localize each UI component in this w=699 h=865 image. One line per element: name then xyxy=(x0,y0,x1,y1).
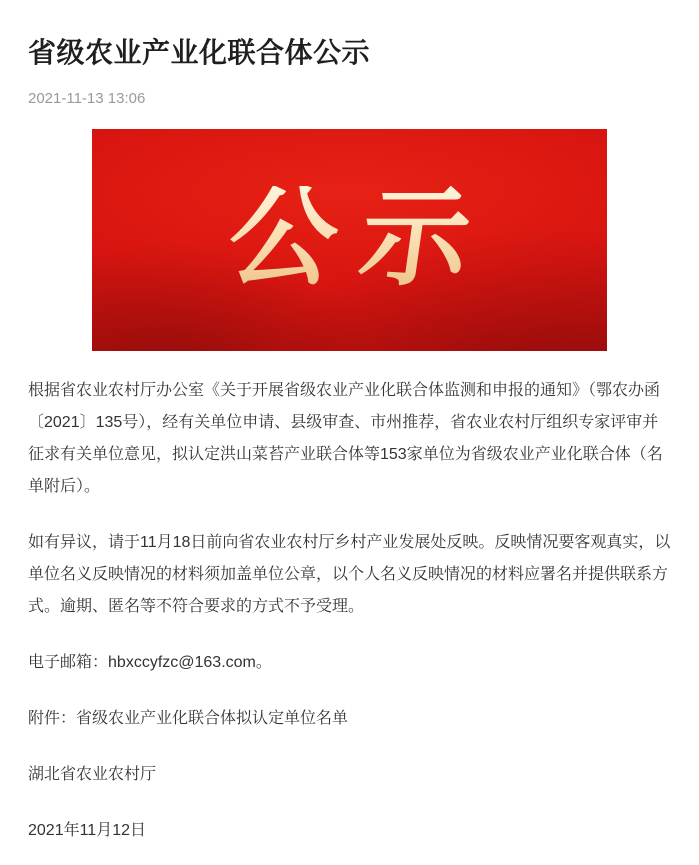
email-address: hbxccyfzc@163.com xyxy=(108,654,256,671)
paragraph-email xyxy=(28,647,671,679)
announcement-banner-image xyxy=(92,129,607,351)
paragraph-issuer: 湖北省农业农村厅 xyxy=(28,766,157,783)
paragraph-recognition-basis: 根据省农业农村厅办公室《关于开展省级农业产业化联合体监测和申报的通知》（鄂农办函〔2021〕135号），经有关单位申请、县级审查、市州推荐，省农业农村厅组织专家评审并征求有关单位意见，拟认定洪山菜苔产业联合体等153家单位为省级农业产业化联合体（名单附后）。 xyxy=(28,382,663,495)
publish-time: 2021-11-13 13:06 xyxy=(28,90,146,107)
article-title: 省级农业产业化联合体公示 xyxy=(28,37,371,68)
email-label: 电子邮箱： xyxy=(28,654,109,671)
paragraph-issue-date: 2021年11月12日 xyxy=(28,822,147,839)
paragraph-attachment: 附件：省级农业产业化联合体拟认定单位名单 xyxy=(28,710,349,727)
banner-gongshi-text: 公示 xyxy=(198,186,501,294)
email-suffix: 。 xyxy=(255,654,272,671)
paragraph-objection-instructions: 如有异议，请于11月18日前向省农业农村厅乡村产业发展处反映。反映情况要客观真实，以单位名义反映情况的材料须加盖单位公章，以个人名义反映情况的材料应署名并提供联系方式。逾期、匿名等不符合要求的方式不予受理。 xyxy=(28,534,671,615)
